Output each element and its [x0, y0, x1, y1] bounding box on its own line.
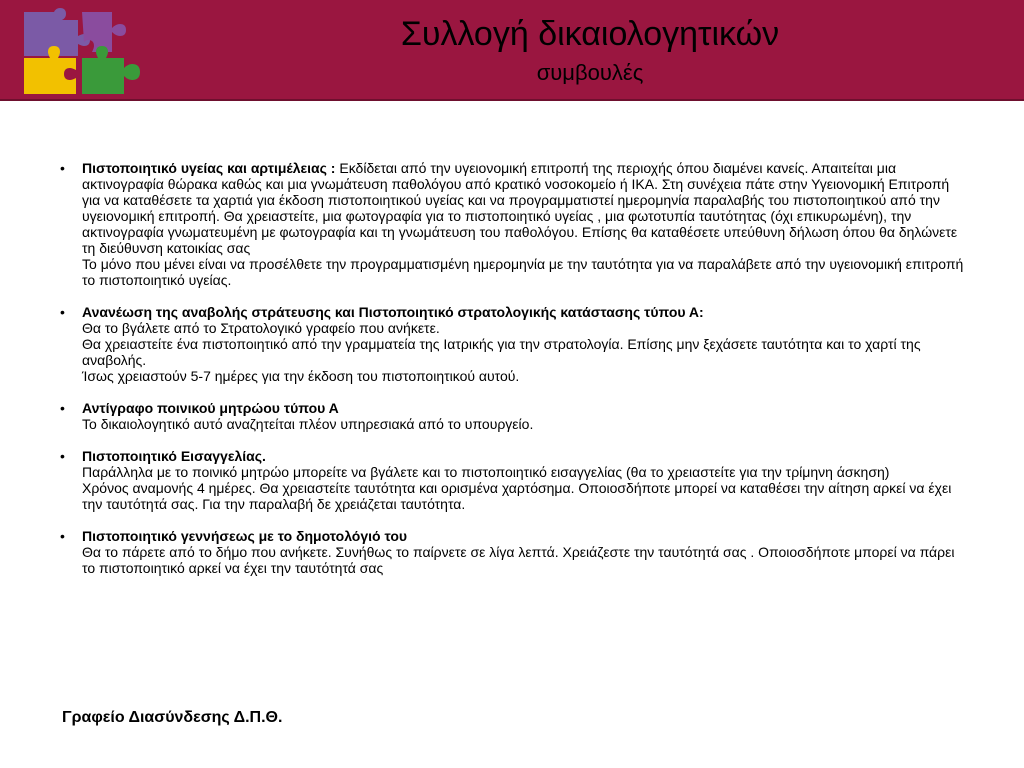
item-line: Παράλληλα με το ποινικό μητρώο μπορείτε να βγάλετε και το πιστοποιητικό εισαγγελίας (θα το χρειαστείτε για την τρίμηνη άσκηση) [82, 464, 890, 480]
item-heading: Ανανέωση της αναβολής στράτευσης και Πιστοποιητικό στρατολογικής κατάστασης τύπου Α: [82, 304, 704, 320]
item-heading: Πιστοποιητικό γεννήσεως με το δημοτολόγιό του [82, 528, 408, 544]
list-item [60, 528, 965, 576]
list-item [60, 400, 965, 432]
footer-text: Γραφείο Διασύνδεσης Δ.Π.Θ. [62, 709, 283, 726]
item-line: Ίσως χρειαστούν 5-7 ημέρες για την έκδοση του πιστοποιητικού αυτού. [82, 368, 520, 384]
item-line: Θα χρειαστείτε ένα πιστοποιητικό από την γραμματεία της Ιατρικής για την στρατολογία. Επίσης μην ξεχάσετε ταυτότητα και το χαρτί της αναβολής. [82, 336, 921, 368]
list-item [60, 448, 965, 512]
item-text: Εκδίδεται από την υγειονομική επιτροπή της περιοχής όπου διαμένει κανείς. Απαιτείται μια ακτινογραφία θώρακα καθώς και μια γνωμάτευση παθολόγου από κρατικό νοσοκομείο ή ΙΚΑ. Στη συνέχεια πάτε στην Υγειονομική Επιτροπή για να καταθέσετε τα χαρτιά για έκδοση πιστοποιητικού υγείας και να προγραμματιστεί ημερομηνία παραλαβής του πιστοποιητικού από την υγειονομική επιτροπή. Θα χρειαστείτε, μια φωτογραφία για το πιστοποιητικό υγείας , μια φωτοτυπία ταυτότητας (όχι επικυρωμένη), την ακτινογραφία γνωματευμένη με φωτογραφία και τη γνωμάτευση του παθολόγου. Επίσης θα καταθέσετε υπεύθυνη δήλωση όπου θα δηλώνετε τη διεύθυνση κατοικίας σας [82, 160, 958, 256]
item-line: Θα το πάρετε από το δήμο που ανήκετε. Συνήθως το παίρνετε σε λίγα λεπτά. Χρειάζεστε την ταυτότητά σας . Οποιοσδήποτε μπορεί να πάρει το πιστοποιητικό αρκεί να έχει την ταυτότητά σας [82, 544, 955, 576]
puzzle-pieces-icon [20, 8, 145, 96]
header-bar [0, 0, 1024, 101]
item-line: Θα το βγάλετε από το Στρατολογικό γραφείο που ανήκετε. [82, 320, 440, 336]
list-item [60, 304, 965, 384]
bullet-list [60, 160, 965, 592]
slide-title: Συλλογή δικαιολογητικών [400, 15, 780, 53]
item-line: Χρόνος αναμονής 4 ημέρες. Θα χρειαστείτε ταυτότητα και ορισμένα χαρτόσημα. Οποιοσδήποτε μπορεί να καταθέσει την αίτηση αρκεί να έχει την ταυτότητά σας. Για την παραλαβή δε χρειάζεται ταυτότητα. [82, 480, 952, 512]
list-item [60, 160, 965, 288]
slide-subtitle: συμβουλές [536, 60, 644, 85]
item-line: Το δικαιολογητικό αυτό αναζητείται πλέον υπηρεσιακά από το υπουργείο. [82, 416, 534, 432]
item-line: Το μόνο που μένει είναι να προσέλθετε την προγραμματισμένη ημερομηνία με την ταυτότητα για να παραλάβετε από την υγειονομική επιτροπή το πιστοποιητικό υγείας. [82, 256, 964, 288]
item-heading: Αντίγραφο ποινικού μητρώου τύπου Α [82, 400, 339, 416]
item-heading: Πιστοποιητικό υγείας και αρτιμέλειας : [82, 160, 336, 176]
item-heading: Πιστοποιητικό Εισαγγελίας. [82, 448, 266, 464]
